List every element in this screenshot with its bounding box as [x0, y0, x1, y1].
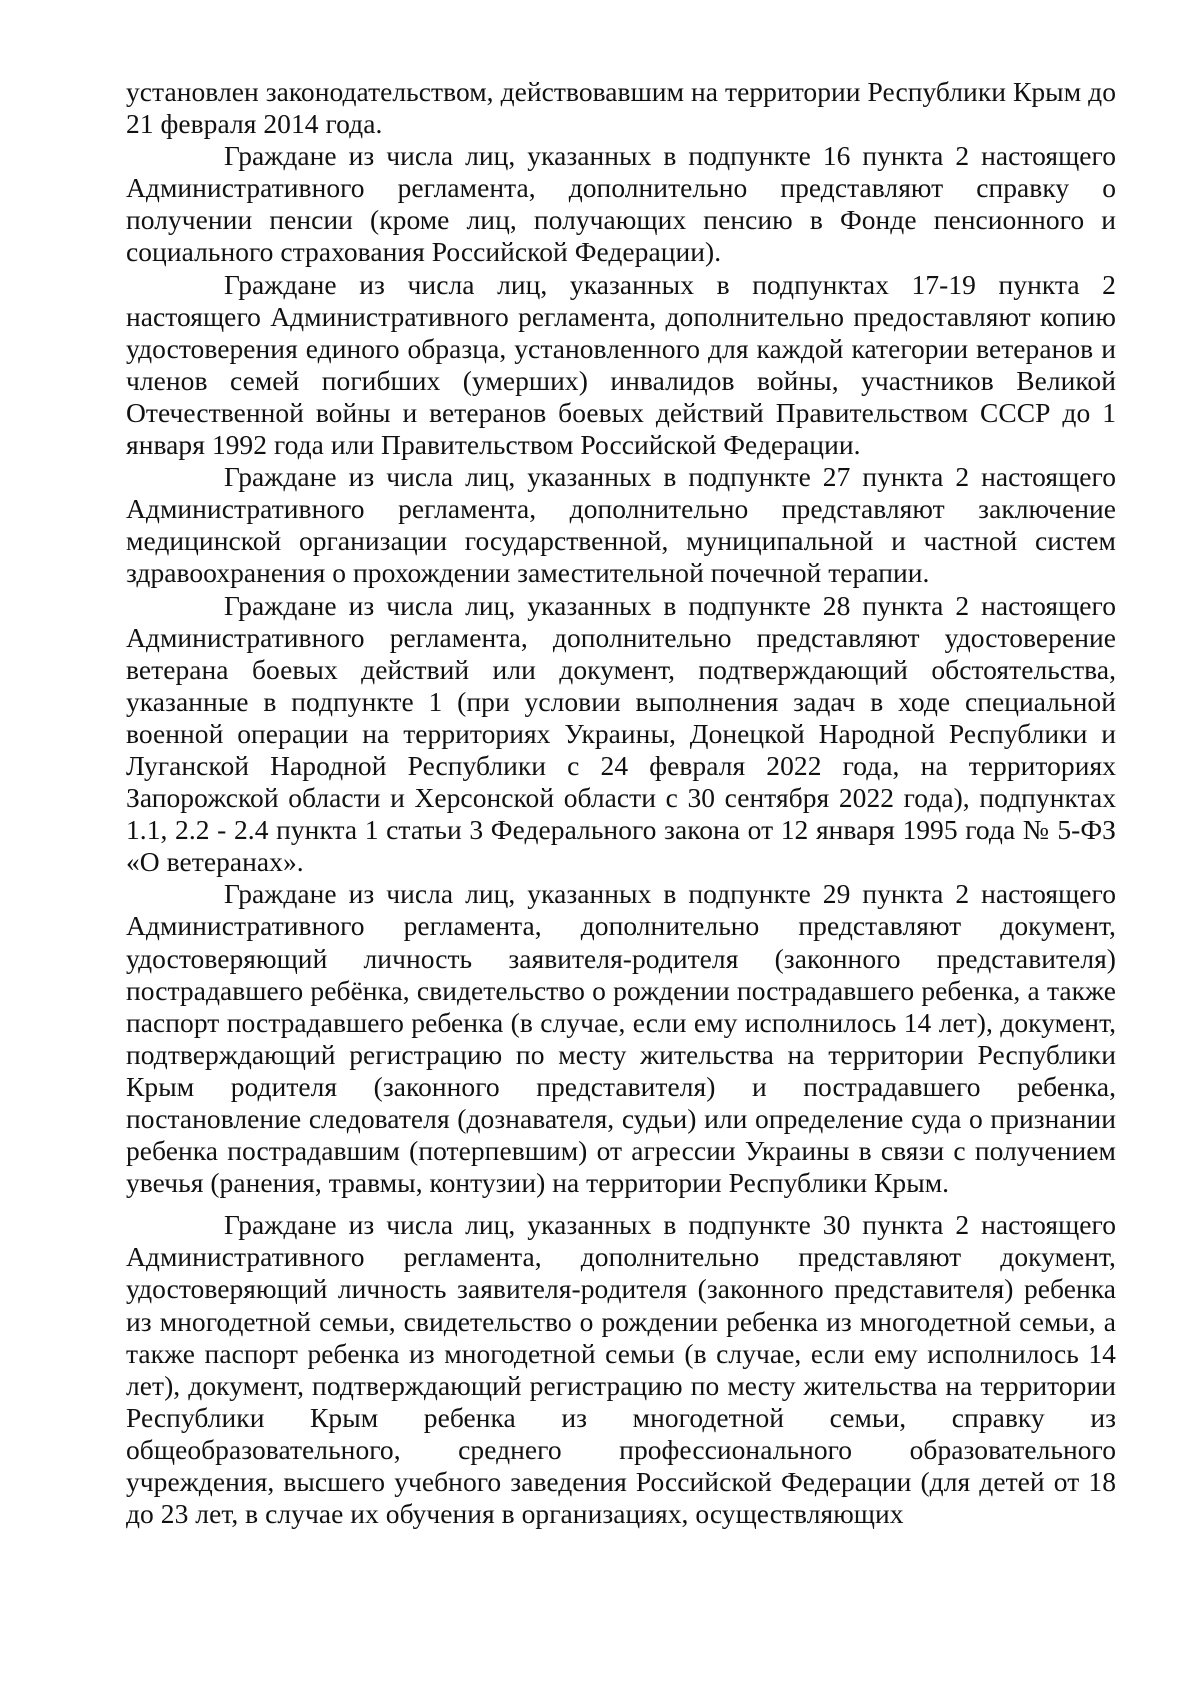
- paragraph-large-family-child: Граждане из числа лиц, указанных в подпункте 30 пункта 2 настоящего Административного регламента, дополнительно представляют документ, удостоверяющий личность заявителя-родителя (законного представителя) ребенка из многодетной семьи, свидетельство о рождении ребенка из многодетной семьи, а также паспорт ребенка из многодетной семьи (в случае, если ему исполнилось 14 лет), документ, подтверждающий регистрацию по месту жительства на территории Республики Крым ребенка из многодетной семьи, справку из общеобразовательного, среднего профессионального образовательного учреждения, высшего учебного заведения Российской Федерации (для детей от 18 до 23 лет, в случае их обучения в организациях, осуществляющих: [126, 1209, 1116, 1530]
- paragraph-combat-veteran: Граждане из числа лиц, указанных в подпункте 28 пункта 2 настоящего Административного регламента, дополнительно представляют удостоверение ветерана боевых действий или документ, подтверждающий обстоятельства, указанные в подпункте 1 (при условии выполнения задач в ходе специальной военной операции на территориях Украины, Донецкой Народной Республики и Луганской Народной Республики с 24 февраля 2022 года, на территориях Запорожской области и Херсонской области с 30 сентября 2022 года), подпунктах 1.1, 2.2 - 2.4 пункта 1 статьи 3 Федерального закона от 12 января 1995 года № 5-ФЗ «О ветеранах».: [126, 589, 1116, 878]
- document-page: [126, 76, 1116, 1530]
- paragraph-pension-certificate: Граждане из числа лиц, указанных в подпункте 16 пункта 2 настоящего Административного регламента, дополнительно представляют справку о получении пенсии (кроме лиц, получающих пенсию в Фонде пенсионного и социального страхования Российской Федерации).: [126, 140, 1116, 268]
- paragraph-renal-therapy: Граждане из числа лиц, указанных в подпункте 27 пункта 2 настоящего Административного регламента, дополнительно представляют заключение медицинской организации государственной, муниципальной и частной систем здравоохранения о прохождении заместительной почечной терапии.: [126, 461, 1116, 589]
- paragraph-veterans-certificate: Граждане из числа лиц, указанных в подпунктах 17-19 пункта 2 настоящего Административного регламента, дополнительно предоставляют копию удостоверения единого образца, установленного для каждой категории ветеранов и членов семей погибших (умерших) инвалидов войны, участников Великой Отечественной войны и ветеранов боевых действий Правительством СССР до 1 января 1992 года или Правительством Российской Федерации.: [126, 268, 1116, 461]
- paragraph-continuation: установлен законодательством, действовавшим на территории Республики Крым до 21 февраля 2014 года.: [126, 76, 1116, 140]
- paragraph-injured-child: Граждане из числа лиц, указанных в подпункте 29 пункта 2 настоящего Административного регламента, дополнительно представляют документ, удостоверяющий личность заявителя-родителя (законного представителя) пострадавшего ребёнка, свидетельство о рождении пострадавшего ребенка, а также паспорт пострадавшего ребенка (в случае, если ему исполнилось 14 лет), документ, подтверждающий регистрацию по месту жительства на территории Республики Крым родителя (законного представителя) и пострадавшего ребенка, постановление следователя (дознавателя, судьи) или определение суда о признании ребенка пострадавшим (потерпевшим) от агрессии Украины в связи с получением увечья (ранения, травмы, контузии) на территории Республики Крым.: [126, 878, 1116, 1199]
